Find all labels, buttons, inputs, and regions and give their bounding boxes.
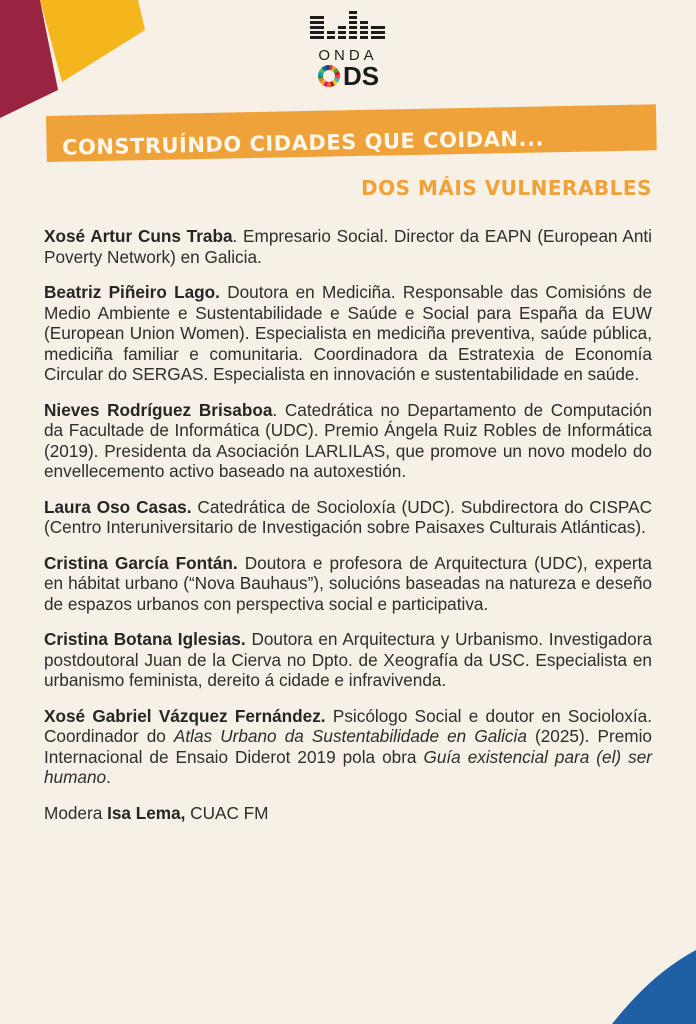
moderator-line [44,803,652,824]
speaker-bio-end: . [106,767,111,787]
corner-decoration-top-left [0,0,150,130]
page-title: CONSTRUÍNDO CIDADES QUE COIDAN... [61,126,545,160]
moderator-prefix: Modera [44,802,108,823]
book-title: Atlas Urbano da Sustentabilidade en Galicia [173,726,527,746]
speaker-bio: Psicólogo Social e doutor en Socioloxía. Coordinador do [44,705,652,746]
speaker-list [44,226,652,838]
speaker-name: Beatriz Piñeiro Lago. [44,282,220,302]
logo-onda-text: ONDA [318,47,378,64]
speaker-name: Xosé Artur Cuns Traba [44,226,233,246]
speaker-bio: . Catedrática no Departamento de Computación da Facultade de Informática (UDC). Premio Ángela Ruiz Robles de Informática (2019). Presidenta da Asociación LARLILAS, que promove un novo modelo do envellecemento activo baseado na autoxestión. [44,399,652,481]
speaker-name: Xosé Gabriel Vázquez Fernández. [44,705,326,726]
speaker-name: Cristina García Fontán. [44,552,238,573]
speaker-bio: Catedrática de Socioloxía (UDC). Subdirectora do CISPAC (Centro Interuniversitario de Investigación sobre Paisaxes Culturais Atlánticas). [44,496,652,537]
speaker-bio-continued: (2025). Premio Internacional de Ensaio Diderot 2019 pola obra [44,726,652,767]
speaker-name: Cristina Botana Iglesias. [44,629,246,649]
logo-ods-wordmark [306,61,390,91]
moderator-suffix: CUAC FM [185,802,269,823]
logo-ods-letters: DS [342,61,380,91]
speaker-entry [44,400,652,482]
speaker-bio: Doutora en Arquitectura y Urbanismo. Investigadora postdoutoral Juan de la Cierva no Dpto. de Xeografía da USC. Especialista en urbanismo feminista, dereito á cidade e infravivenda. [44,629,652,690]
corner-blue-shape [612,950,696,1024]
speaker-bio: . Empresario Social. Director da EAPN (European Anti Poverty Network) en Galicia. [44,226,652,267]
page-subtitle: DOS MÁIS VULNERABLES [361,176,652,200]
speaker-entry [44,497,652,538]
book-title: Guía existencial para (el) ser humano [44,746,652,787]
speaker-entry [44,629,652,691]
speaker-entry [44,706,652,788]
speaker-entry [44,282,652,385]
corner-decoration-bottom-right [606,944,696,1024]
speaker-bio: Doutora e profesora de Arquitectura (UDC), experta en hábitat urbano (“Nova Bauhaus”), solucións baseadas na natureza e deseño de espazos urbanos con perspectiva social e participativa. [44,552,652,614]
speaker-entry [44,226,652,267]
sdg-wheel-icon [317,64,341,88]
corner-yellow-shape [40,0,145,82]
sound-bars-icon [308,8,388,40]
onda-ods-logo [306,8,390,91]
speaker-bio: Doutora en Mediciña. Responsable das Comisións de Medio Ambiente e Sustentabilidade e Saúde e Social para España da EUW (European Union Women). Especialista en mediciña preventiva, saúde pública, mediciña familiar e comunitaria. Coordinadora da Estratexia de Economía Circular do SERGAS. Especialista en innovación e sustentabilidade en saúde. [44,282,653,384]
speaker-name: Nieves Rodríguez Brisaboa [44,399,273,420]
speaker-entry [44,553,652,615]
moderator-name: Isa Lema, [107,802,186,823]
speaker-name: Laura Oso Casas. [44,496,192,517]
